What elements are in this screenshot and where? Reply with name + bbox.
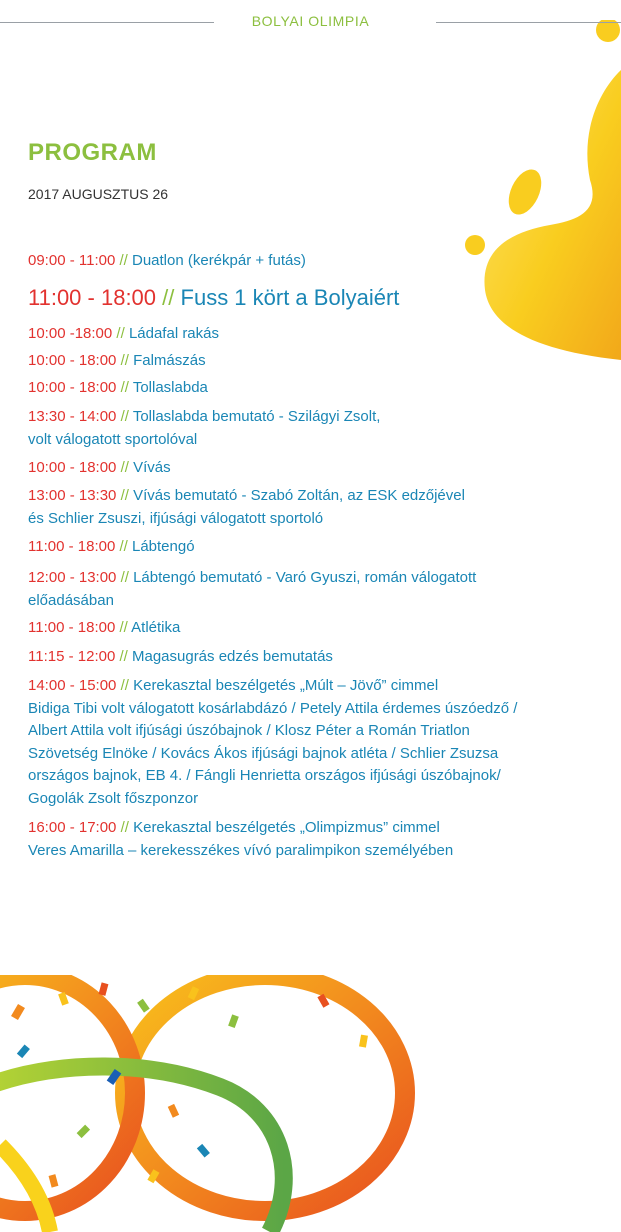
entry-continuation: Veres Amarilla – kerekesszékes vívó paralimpikon személyében (28, 841, 454, 859)
program-date: 2017 AUGUSZTUS 26 (28, 186, 169, 202)
entry-continuation: Szövetség Elnöke / Kovács Ákos ifjúsági bajnok atléta / Schlier Zsuzsa (28, 744, 499, 762)
schedule-entry (28, 323, 618, 346)
entry-text: Kerekasztal beszélgetés „Múlt – Jövő” cimmel (133, 677, 439, 694)
entry-separator: // (120, 677, 129, 694)
header-title: BOLYAI OLIMPIA (251, 13, 370, 29)
entry-separator: // (119, 538, 128, 555)
entry-time: 11:00 - 18:00 (28, 538, 116, 555)
entry-separator: // (120, 819, 129, 836)
entry-text: Atlétika (131, 619, 181, 636)
entry-text: Falmászás (133, 352, 206, 369)
entry-separator: // (120, 487, 129, 504)
schedule-entry (28, 567, 618, 612)
entry-time: 11:15 - 12:00 (28, 648, 116, 665)
entry-separator: // (162, 285, 175, 310)
entry-separator: // (116, 325, 125, 342)
entry-time: 13:00 - 13:30 (28, 487, 117, 504)
entry-text: Fuss 1 kört a Bolyaiért (180, 285, 400, 310)
entry-time: 12:00 - 13:00 (28, 569, 117, 586)
entry-continuation: Gogolák Zsolt főszponzor (28, 789, 199, 807)
entry-continuation: volt válogatott sportolóval (28, 430, 198, 448)
schedule-entry (28, 406, 618, 451)
schedule-entry (28, 377, 618, 400)
entry-continuation: és Schlier Zsuszi, ifjúsági válogatott sportoló (28, 509, 324, 527)
entry-time: 10:00 -18:00 (28, 325, 113, 342)
entry-time: 10:00 - 18:00 (28, 459, 117, 476)
entry-text: Tollaslabda bemutató - Szilágyi Zsolt, (132, 408, 381, 425)
entry-separator: // (119, 252, 128, 269)
entry-time: 09:00 - 11:00 (28, 252, 116, 269)
entry-text: Magasugrás edzés bemutatás (131, 648, 333, 665)
entry-continuation: Albert Attila volt ifjúsági úszóbajnok / Klosz Péter a Román Triatlon (28, 722, 470, 739)
schedule-entry (28, 250, 618, 273)
entry-continuation: Bidiga Tibi volt válogatott kosárlabdázó / Petely Attila érdemes úszóedző / (28, 699, 518, 717)
entry-time: 14:00 - 15:00 (28, 677, 117, 694)
schedule-entry (28, 485, 618, 530)
entry-separator: // (120, 352, 129, 369)
entry-separator: // (120, 408, 129, 425)
schedule-entry (28, 675, 618, 810)
schedule-entry (28, 646, 618, 669)
entry-text: Vívás bemutató - Szabó Zoltán, az ESK edzőjével (133, 487, 465, 504)
schedule-entry (28, 536, 618, 559)
entry-continuation: országos bajnok, EB 4. / Fángli Henrietta országos ifjúsági úszóbajnok/ (28, 767, 501, 784)
entry-text: Lábtengó (131, 538, 195, 555)
schedule-entry (28, 457, 618, 480)
schedule-entry (28, 350, 618, 373)
entry-time: 10:00 - 18:00 (28, 352, 117, 369)
entry-separator: // (120, 379, 129, 396)
entry-time: 13:30 - 14:00 (28, 408, 117, 425)
entry-time: 10:00 - 18:00 (28, 379, 117, 396)
entry-time: 11:00 - 18:00 (28, 285, 157, 310)
entry-continuation: előadásában (28, 591, 114, 609)
schedule-entry-highlight (28, 284, 618, 312)
program-title: PROGRAM (28, 139, 157, 166)
entry-separator: // (120, 459, 129, 476)
entry-text: Duatlon (kerékpár + futás) (131, 252, 306, 269)
entry-text: Vívás (133, 459, 171, 476)
schedule-entry (28, 617, 618, 640)
entry-text: Ládafal rakás (128, 325, 219, 342)
entry-time: 16:00 - 17:00 (28, 819, 117, 836)
entry-separator: // (120, 569, 129, 586)
entry-separator: // (119, 648, 128, 665)
entry-text: Tollaslabda (132, 379, 208, 396)
entry-text: Kerekasztal beszélgetés „Olimpizmus” cimmel (133, 819, 440, 836)
schedule-entry (28, 817, 618, 862)
entry-time: 11:00 - 18:00 (28, 619, 116, 636)
entry-separator: // (119, 619, 128, 636)
olympic-rings-decoration (0, 975, 621, 1232)
entry-text: Lábtengó bemutató - Varó Gyuszi, román válogatott (133, 569, 477, 586)
